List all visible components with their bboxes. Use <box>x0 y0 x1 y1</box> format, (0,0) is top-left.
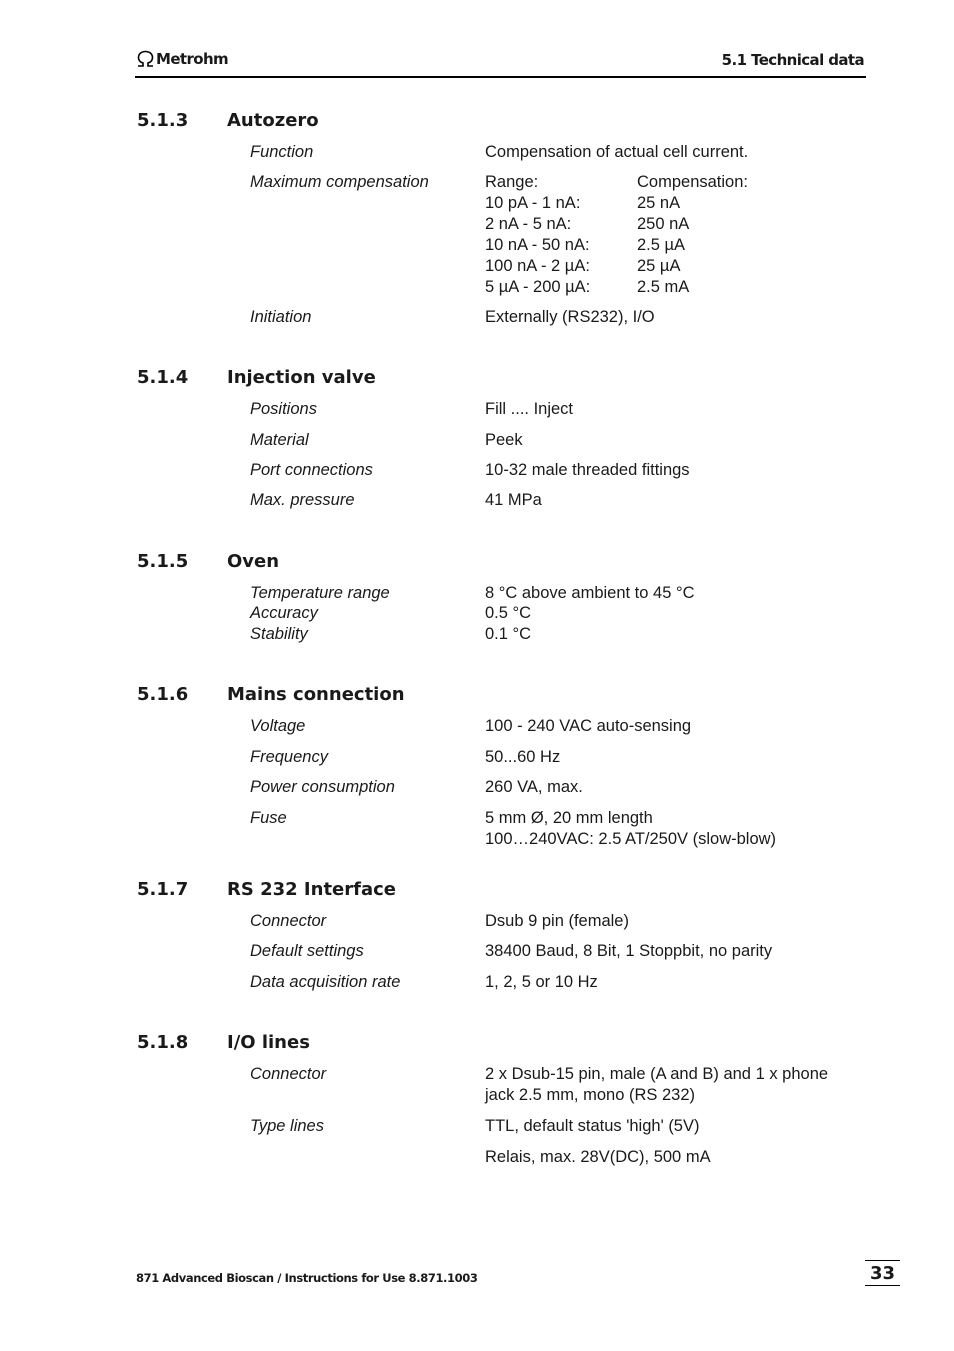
spec-value: 8 °C above ambient to 45 °C <box>485 584 695 602</box>
spec-label: Connector <box>250 912 327 930</box>
spec-label: Max. pressure <box>250 491 355 509</box>
spec-label: Voltage <box>250 717 306 735</box>
page-number: 33 <box>870 1263 896 1284</box>
spec-value: 100…240VAC: 2.5 AT/250V (slow-blow) <box>485 830 777 848</box>
spec-value: 38400 Baud, 8 Bit, 1 Stoppbit, no parity <box>485 942 773 960</box>
section-title-injection-valve: Injection valve <box>227 367 376 388</box>
spec-value: 1, 2, 5 or 10 Hz <box>485 973 598 991</box>
section-number: 5.1.8 <box>137 1032 189 1053</box>
section-title-rs232-interface: RS 232 Interface <box>227 879 396 900</box>
spec-label: Connector <box>250 1065 327 1083</box>
spec-value: Relais, max. 28V(DC), 500 mA <box>485 1148 711 1166</box>
spec-value: jack 2.5 mm, mono (RS 232) <box>485 1086 695 1104</box>
spec-label: Default settings <box>250 942 364 960</box>
omega-icon <box>136 50 155 68</box>
section-number: 5.1.7 <box>137 879 189 900</box>
spec-value: Compensation of actual cell current. <box>485 143 749 161</box>
spec-label: Stability <box>250 625 308 643</box>
spec-label: Positions <box>250 400 317 418</box>
range-cell: 10 pA - 1 nA: <box>485 194 581 212</box>
brand-name: Metrohm <box>156 50 229 68</box>
section-number: 5.1.3 <box>137 110 189 131</box>
section-title-oven: Oven <box>227 551 280 572</box>
spec-label: Port connections <box>250 461 373 479</box>
page-number-rule <box>865 1285 900 1286</box>
spec-value: 5 mm Ø, 20 mm length <box>485 809 653 827</box>
range-header: Range: <box>485 173 539 191</box>
range-cell: 10 nA - 50 nA: <box>485 236 590 254</box>
spec-value: Externally (RS232), I/O <box>485 308 655 326</box>
spec-value: 10-32 male threaded fittings <box>485 461 690 479</box>
spec-label: Temperature range <box>250 584 390 602</box>
compensation-cell: 25 µA <box>637 257 681 275</box>
spec-value: 100 - 240 VAC auto-sensing <box>485 717 692 735</box>
footer-text: 871 Advanced Bioscan / Instructions for Use 8.871.1003 <box>136 1271 478 1285</box>
spec-value: 2 x Dsub-15 pin, male (A and B) and 1 x phone <box>485 1065 829 1083</box>
spec-value: Dsub 9 pin (female) <box>485 912 629 930</box>
section-title-io-lines: I/O lines <box>227 1032 310 1053</box>
spec-label: Function <box>250 143 314 161</box>
spec-value: 50...60 Hz <box>485 748 561 766</box>
compensation-cell: 250 nA <box>637 215 690 233</box>
header-section-title: 5.1 Technical data <box>721 51 864 69</box>
compensation-header: Compensation: <box>637 173 748 191</box>
spec-value: TTL, default status 'high' (5V) <box>485 1117 700 1135</box>
header-rule <box>135 76 866 78</box>
spec-value: 260 VA, max. <box>485 778 583 796</box>
spec-label: Frequency <box>250 748 328 766</box>
section-title-mains-connection: Mains connection <box>227 684 405 705</box>
page-number-rule <box>865 1260 900 1261</box>
spec-label: Data acquisition rate <box>250 973 401 991</box>
spec-value: Peek <box>485 431 523 449</box>
compensation-cell: 25 nA <box>637 194 681 212</box>
spec-value: Fill .... Inject <box>485 400 574 418</box>
spec-value: 41 MPa <box>485 491 542 509</box>
metrohm-logo <box>136 50 228 68</box>
spec-value: 0.5 °C <box>485 604 532 622</box>
compensation-cell: 2.5 mA <box>637 278 690 296</box>
compensation-cell: 2.5 µA <box>637 236 686 254</box>
range-cell: 5 µA - 200 µA: <box>485 278 591 296</box>
range-cell: 2 nA - 5 nA: <box>485 215 572 233</box>
spec-label: Material <box>250 431 309 449</box>
spec-label: Maximum compensation <box>250 173 429 191</box>
section-title-autozero: Autozero <box>227 110 319 131</box>
spec-label: Power consumption <box>250 778 395 796</box>
spec-label: Accuracy <box>250 604 318 622</box>
spec-label: Initiation <box>250 308 312 326</box>
range-cell: 100 nA - 2 µA: <box>485 257 590 275</box>
spec-value: 0.1 °C <box>485 625 532 643</box>
spec-label: Type lines <box>250 1117 324 1135</box>
section-number: 5.1.4 <box>137 367 189 388</box>
section-number: 5.1.6 <box>137 684 189 705</box>
spec-label: Fuse <box>250 809 287 827</box>
section-number: 5.1.5 <box>137 551 189 572</box>
